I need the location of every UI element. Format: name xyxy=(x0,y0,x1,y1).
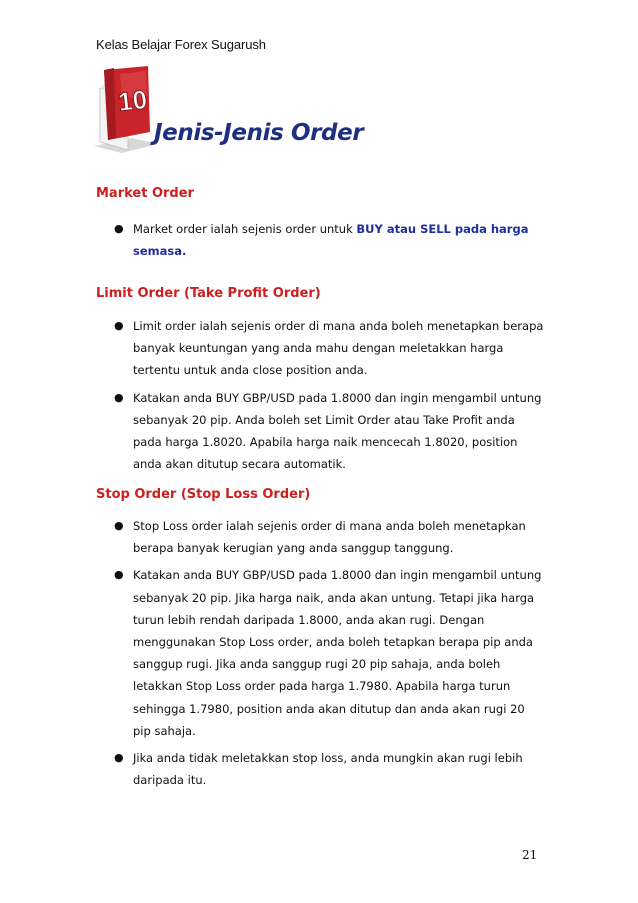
book-10-icon xyxy=(92,66,158,154)
item-text: Market order ialah sejenis order untuk xyxy=(133,222,357,236)
list-item xyxy=(96,315,546,382)
list-item xyxy=(96,515,546,559)
item-text: Limit order ialah sejenis order di mana anda boleh menetapkan berapa banyak keuntungan yang anda mahu dengan meletakkan harga tertentu untuk anda close position anda. xyxy=(133,319,544,378)
market-order-list xyxy=(96,218,546,267)
limit-order-list xyxy=(96,315,546,480)
book-number: 10 xyxy=(116,84,149,117)
item-text: Stop Loss order ialah sejenis order di mana anda boleh menetapkan berapa banyak kerugian yang anda sanggup tanggung. xyxy=(133,519,526,556)
list-item xyxy=(96,218,546,262)
item-text: Katakan anda BUY GBP/USD pada 1.8000 dan ingin mengambil untung sebanyak 20 pip. Anda boleh set Limit Order atau Take Profit anda pada harga 1.8020. Apabila harga naik mencecah 1.8020, position anda akan ditutup secara automatik. xyxy=(133,390,542,472)
list-item xyxy=(96,747,546,791)
stop-order-list xyxy=(96,515,546,796)
document-header: Kelas Belajar Forex Sugarush xyxy=(96,37,266,52)
page-title: Jenis-Jenis Order xyxy=(154,120,364,146)
list-item xyxy=(96,564,546,742)
bullet-icon: ● xyxy=(114,222,124,235)
bullet-icon: ● xyxy=(114,568,124,582)
item-text: Jika anda tidak meletakkan stop loss, anda mungkin akan rugi lebih daripada itu. xyxy=(133,751,523,788)
bullet-icon: ● xyxy=(114,519,124,532)
bullet-icon: ● xyxy=(114,319,124,332)
bullet-icon: ● xyxy=(114,390,124,404)
bullet-icon: ● xyxy=(114,751,124,765)
section-heading-stop-order: Stop Order (Stop Loss Order) xyxy=(96,487,311,502)
highlight-text: BUY atau SELL pada harga semasa. xyxy=(133,222,529,259)
page-number: 21 xyxy=(522,848,538,862)
item-text: Katakan anda BUY GBP/USD pada 1.8000 dan ingin mengambil untung sebanyak 20 pip. Jika harga naik, anda akan untung. Tetapi jika harga turun lebih rendah daripada 1.8000, anda akan rugi. Dengan menggunakan Stop Loss order, anda boleh tetapkan berapa pip anda sanggup rugi. Jika anda sanggup rugi 20 pip sahaja, anda boleh letakkan Stop Loss order pada harga 1.7980. Apabila harga turun sehingga 1.7980, position anda akan ditutup dan anda akan rugi 20 pip sahaja. xyxy=(133,568,542,738)
list-item xyxy=(96,387,546,476)
section-heading-market-order: Market Order xyxy=(96,186,194,201)
section-heading-limit-order: Limit Order (Take Profit Order) xyxy=(96,286,321,301)
